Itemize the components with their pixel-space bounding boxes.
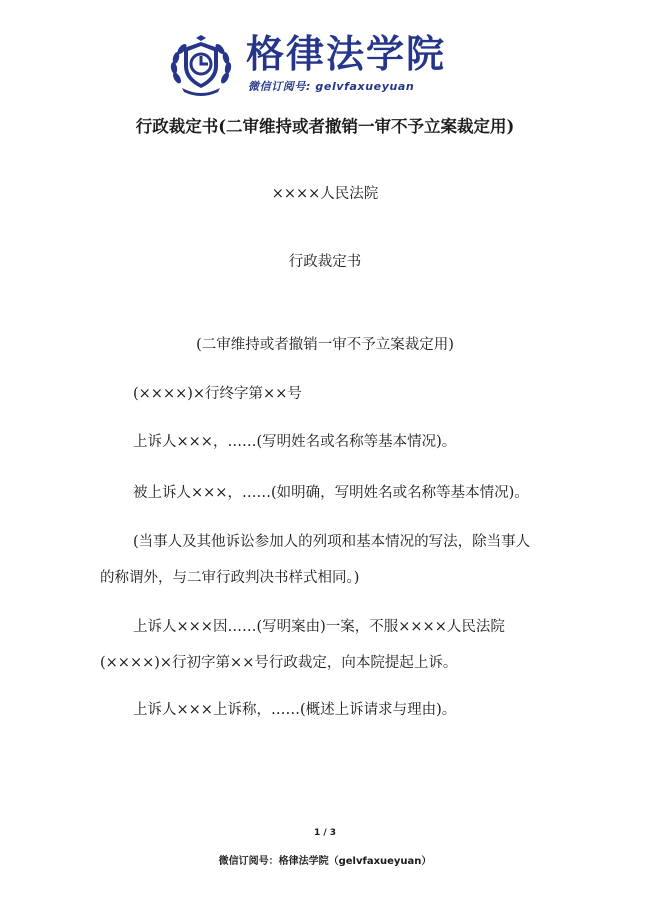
cause-paragraph	[100, 609, 580, 681]
appellee-info: 被上诉人×××，……(如明确，写明姓名或名称等基本情况)。	[133, 485, 529, 501]
header-brand	[168, 30, 478, 100]
court-name: ××××人民法院	[271, 186, 379, 202]
appellant-info: 上诉人×××，……(写明姓名或名称等基本情况)。	[133, 434, 457, 450]
appellant-paragraph	[100, 424, 580, 460]
note-line-2: 的称谓外，与二审行政判决书样式相同。)	[100, 570, 360, 586]
note-paragraph	[100, 524, 580, 596]
brand-subtitle: 微信订阅号: gelvfaxueyuan	[248, 80, 415, 93]
document-type: 行政裁定书	[288, 254, 362, 270]
case-number: (××××)×行终字第××号	[133, 386, 302, 402]
appeal-claim: 上诉人×××上诉称，……(概述上诉请求与理由)。	[133, 702, 457, 718]
document-title: 行政裁定书(二审维持或者撤销一审不予立案裁定用)	[135, 117, 515, 136]
note-line-1: (当事人及其他诉讼参加人的列项和基本情况的写法，除当事人	[133, 534, 531, 550]
page-number: 1 / 3	[313, 828, 337, 838]
cause-line-2: (××××)×行初字第××号行政裁定，向本院提起上诉。	[100, 655, 458, 671]
cause-line-1: 上诉人×××因……(写明案由)一案，不服××××人民法院	[133, 619, 505, 635]
document-subtitle: (二审维持或者撤销一审不予立案裁定用)	[196, 337, 454, 353]
appellee-paragraph	[100, 475, 580, 511]
brand-name: 格律法学院	[246, 32, 447, 76]
footer-text: 微信订阅号：格律法学院（gelvfaxueyuan）	[218, 856, 432, 867]
case-number-paragraph	[100, 376, 580, 412]
law-school-emblem-icon	[168, 34, 234, 100]
appeal-claim-paragraph	[100, 692, 580, 728]
